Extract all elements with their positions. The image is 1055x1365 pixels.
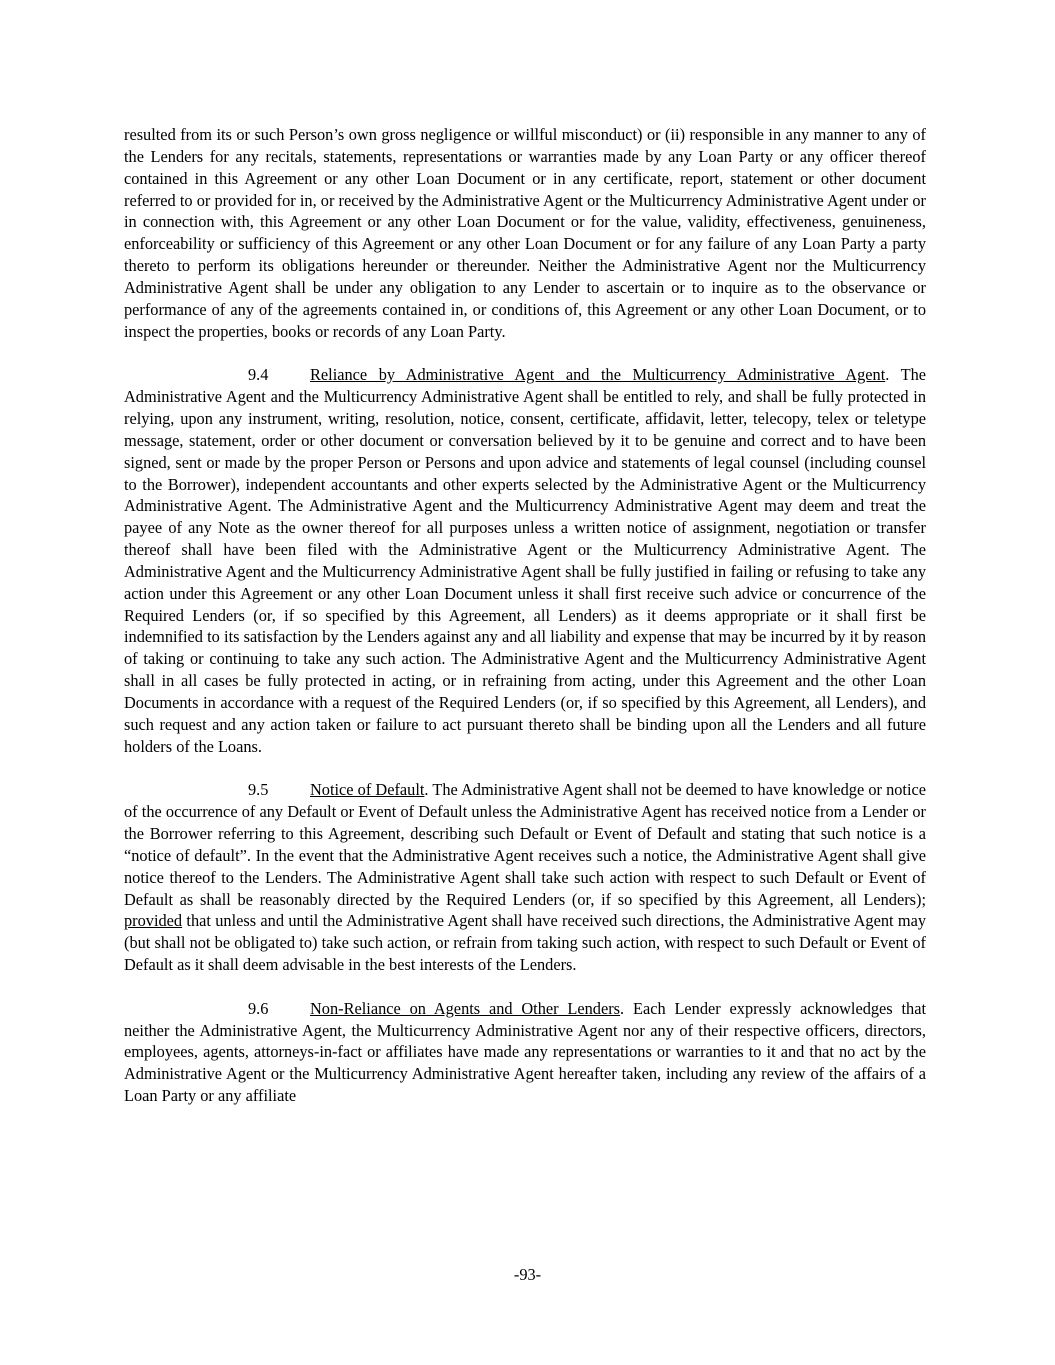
section-body: Each Lender expressly acknowledges that neither the Administrative Agent, the Multicurrency Administrative Agent nor any of their respective officers, directors, employees, agents, attorneys-in-fact or affiliates have made any representations or warranties to it and that no act by the Administrative Agent or the Multicurrency Administrative Agent hereafter taken, including any review of the affairs of a Loan Party or any affiliate xyxy=(124,998,926,1106)
section-9-6-paragraph xyxy=(124,998,926,1107)
section-heading: Non-Reliance on Agents and Other Lenders xyxy=(310,998,621,1018)
section-9-4-paragraph xyxy=(124,364,926,757)
section-body: The Administrative Agent and the Multicurrency Administrative Agent shall be entitled to rely, and shall be fully protected in relying, upon any instrument, writing, resolution, notice, consent, certificate, affidavit, letter, telecopy, telex or teletype message, statement, order or other document or conversation believed by it to be genuine and correct and to have been signed, sent or made by the proper Person or Persons and upon advice and statements of legal counsel (including counsel to the Borrower), independent accountants and other experts selected by the Administrative Agent or the Multicurrency Administrative Agent. The Administrative Agent and the Multicurrency Administrative Agent may deem and treat the payee of any Note as the owner thereof for all purposes unless a written notice of assignment, negotiation or transfer thereof shall have been filed with the Administrative Agent or the Multicurrency Administrative Agent. The Administrative Agent and the Multicurrency Administrative Agent shall be fully justified in failing or refusing to take any action under this Agreement or any other Loan Document unless it shall first receive such advice or concurrence of the Required Lenders (or, if so specified by this Agreement, all Lenders) as it deems appropriate or it shall first be indemnified to its satisfaction by the Lenders against any and all liability and expense that may be incurred by it by reason of taking or continuing to take any such action. The Administrative Agent and the Multicurrency Administrative Agent shall in all cases be fully protected in acting, or in refraining from acting, under this Agreement and the other Loan Documents in accordance with a request of the Required Lenders (or, if so specified by this Agreement, all Lenders), and such request and any action taken or failure to act pursuant thereto shall be binding upon all the Lenders and all future holders of the Loans. xyxy=(124,365,927,756)
section-body-continued: that unless and until the Administrative Agent shall have received such directions, the Administrative Agent may (but shall not be obligated to) take such action, or refrain from taking such action, with respect to such Default or Event of Default as it shall deem advisable in the best interests of the Lenders. xyxy=(124,911,926,975)
section-heading: Reliance by Administrative Agent and the Multicurrency Administrative Agent xyxy=(310,365,886,385)
page-number: -93- xyxy=(513,1265,542,1284)
section-9-5-paragraph xyxy=(124,779,926,976)
section-number: 9.4 xyxy=(248,365,269,385)
document-page xyxy=(124,124,926,1107)
heading-punctuation: . xyxy=(620,998,625,1018)
section-body: The Administrative Agent shall not be deemed to have knowledge or notice of the occurrence of any Default or Event of Default unless the Administrative Agent has received notice from a Lender or the Borrower referring to this Agreement, describing such Default or Event of Default and stating that such notice is a “notice of default”. In the event that the Administrative Agent receives such a notice, the Administrative Agent shall give notice thereof to the Lenders. The Administrative Agent shall take such action with respect to such Default or Event of Default as shall be reasonably directed by the Required Lenders (or, if so specified by this Agreement, all Lenders); xyxy=(124,780,926,909)
section-number: 9.5 xyxy=(248,780,269,800)
continuation-paragraph: resulted from its or such Person’s own gross negligence or willful misconduct) or (ii) responsible in any manner to any of the Lenders for any recitals, statements, representations or warranties made by any Loan Party or any officer thereof contained in this Agreement or any other Loan Document or in any certificate, report, statement or other document referred to or provided for in, or received by the Administrative Agent or the Multicurrency Administrative Agent under or in connection with, this Agreement or any other Loan Document or for the value, validity, effectiveness, genuineness, enforceability or sufficiency of this Agreement or any other Loan Document or for any failure of any Loan Party a party thereto to perform its obligations hereunder or thereunder. Neither the Administrative Agent nor the Multicurrency Administrative Agent shall be under any obligation to any Lender to ascertain or to inquire as to the observance or performance of any of the agreements contained in, or conditions of, this Agreement or any other Loan Document, or to inspect the properties, books or records of any Loan Party. xyxy=(124,125,926,341)
section-number: 9.6 xyxy=(248,998,269,1018)
provided-term: provided xyxy=(124,911,183,931)
heading-punctuation: . xyxy=(885,365,890,385)
section-heading: Notice of Default xyxy=(310,780,425,800)
heading-punctuation: . xyxy=(424,780,429,800)
